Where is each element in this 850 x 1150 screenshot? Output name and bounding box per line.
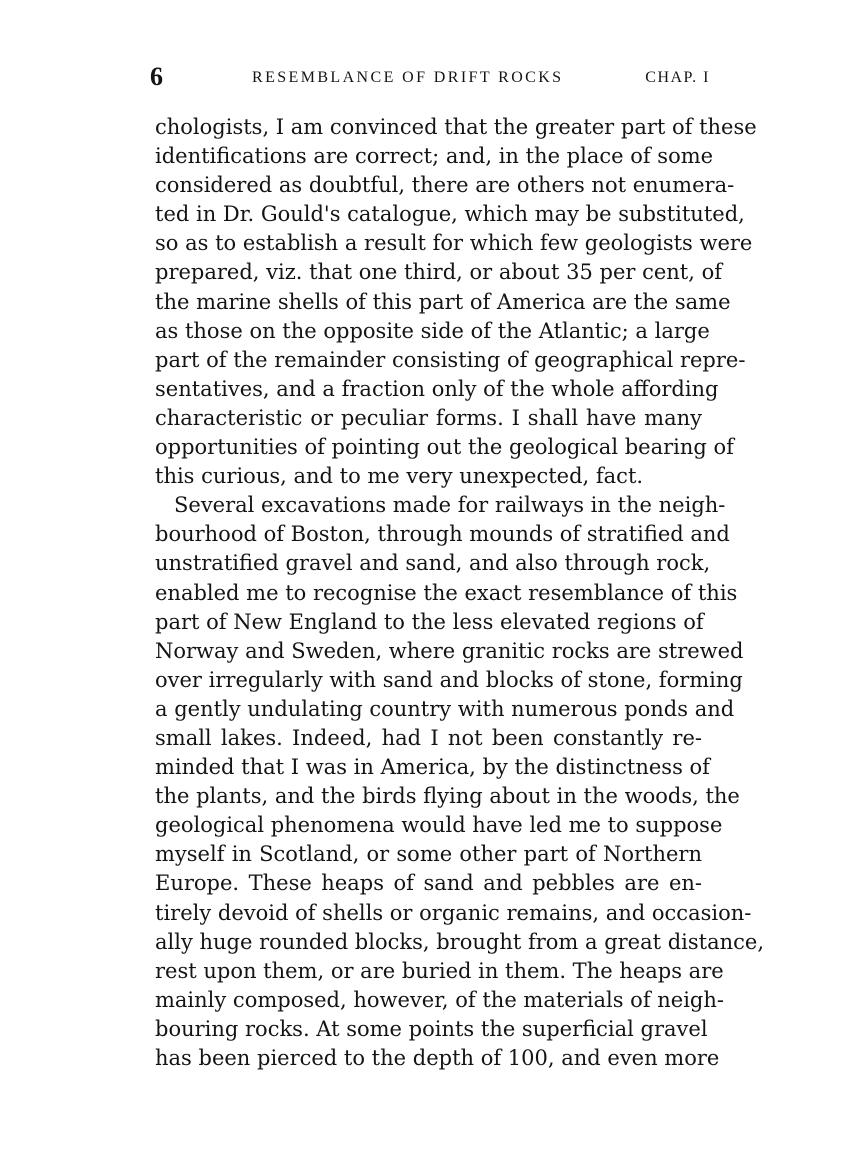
- body-text: [155, 113, 765, 1073]
- running-title: RESEMBLANCE OF DRIFT ROCKS: [252, 69, 564, 86]
- text-line: as those on the opposite side of the Atlantic; a large: [155, 318, 710, 343]
- text-line: the plants, and the birds flying about in the woods, the: [155, 784, 740, 809]
- running-head: [150, 62, 712, 92]
- paragraph: [155, 491, 765, 1073]
- text-line: myself in Scotland, or some other part of Northern: [155, 842, 702, 867]
- chapter-label: CHAP. I: [645, 69, 710, 86]
- text-line: chologists, I am convinced that the greater part of these: [155, 115, 757, 139]
- text-line: small lakes. Indeed, had I not been constantly re-: [155, 725, 702, 750]
- text-line: enabled me to recognise the exact resemblance of this: [155, 580, 738, 605]
- text-line: Europe. These heaps of sand and pebbles are en-: [155, 871, 702, 896]
- text-line: part of New England to the less elevated regions of: [155, 609, 704, 634]
- text-line: sentatives, and a fraction only of the whole affording: [155, 376, 719, 401]
- text-line: bouring rocks. At some points the superficial gravel: [155, 1016, 708, 1041]
- text-line: ted in Dr. Gould's catalogue, which may be substituted,: [155, 202, 745, 227]
- text-line: ally huge rounded blocks, brought from a great distance,: [155, 929, 765, 954]
- text-line: a gently undulating country with numerous ponds and: [155, 696, 735, 721]
- text-line: over irregularly with sand and blocks of stone, forming: [155, 667, 743, 692]
- text-line: Several excavations made for railways in the neigh-: [174, 493, 726, 518]
- text-line: Norway and Sweden, where granitic rocks are strewed: [155, 638, 744, 663]
- text-line: so as to establish a result for which few geologists were: [155, 231, 753, 256]
- text-line: unstratified gravel and sand, and also through rock,: [155, 551, 711, 576]
- text-line: identifications are correct; and, in the place of some: [155, 144, 714, 169]
- text-line: considered as doubtful, there are others not enumera-: [155, 173, 735, 198]
- text-line: has been pierced to the depth of 100, and even more: [155, 1046, 720, 1070]
- text-line: tirely devoid of shells or organic remains, and occasion-: [155, 900, 752, 925]
- text-line: minded that I was in America, by the distinctness of: [155, 755, 710, 780]
- text-line: prepared, viz. that one third, or about 35 per cent, of: [155, 260, 723, 285]
- text-line: mainly composed, however, of the materials of neigh-: [155, 987, 724, 1012]
- text-line: this curious, and to me very unexpected, fact.: [155, 464, 644, 489]
- text-line: part of the remainder consisting of geographical repre-: [155, 347, 746, 372]
- text-line: characteristic or peculiar forms. I shall have many: [155, 405, 702, 430]
- text-line: rest upon them, or are buried in them. The heaps are: [155, 958, 724, 983]
- paragraph: [155, 113, 757, 491]
- text-line: opportunities of pointing out the geological bearing of: [155, 435, 734, 460]
- text-line: geological phenomena would have led me to suppose: [155, 813, 723, 838]
- text-line: the marine shells of this part of America are the same: [155, 289, 731, 314]
- page-number: 6: [150, 62, 163, 91]
- text-line: bourhood of Boston, through mounds of stratified and: [155, 522, 730, 547]
